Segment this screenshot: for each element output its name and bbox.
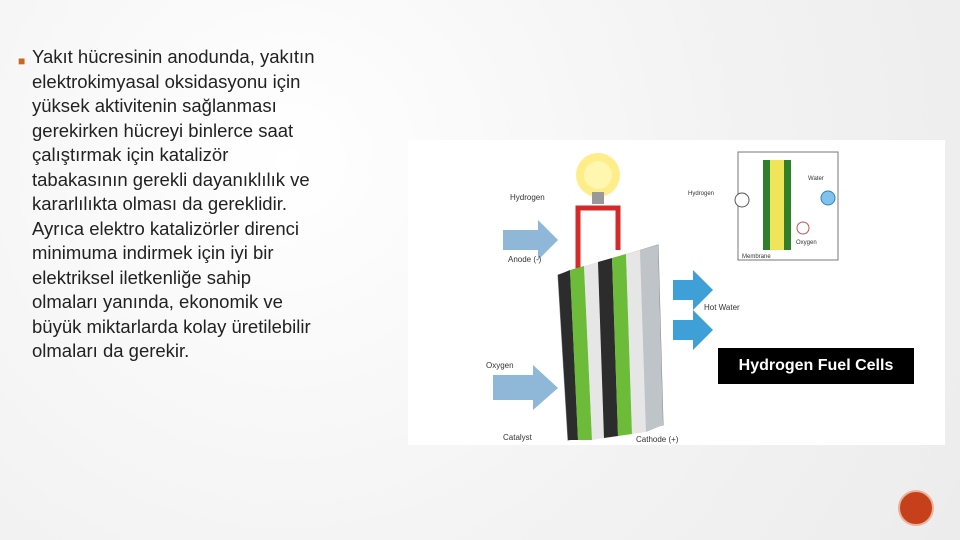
inset-label-hydrogen: Hydrogen bbox=[688, 191, 715, 197]
fuel-cell-diagram bbox=[408, 140, 945, 445]
slide-text-block bbox=[18, 45, 408, 364]
inset-label-oxygen: Oxygen bbox=[796, 240, 817, 246]
label-catalyst: Catalyst bbox=[503, 433, 532, 442]
label-hydrogen: Hydrogen bbox=[510, 193, 545, 202]
fuel-cell-illustration bbox=[408, 140, 945, 445]
figure-title: Hydrogen Fuel Cells bbox=[718, 348, 914, 384]
label-oxygen: Oxygen bbox=[486, 361, 514, 370]
square-bullet-icon: ■ bbox=[18, 54, 26, 68]
fuel-cell-stack bbox=[558, 245, 663, 440]
light-bulb-icon bbox=[576, 153, 620, 204]
label-cathode: Cathode (+) bbox=[636, 435, 679, 444]
membrane-inset bbox=[735, 152, 838, 260]
hydrogen-inlet-arrow-icon bbox=[503, 220, 558, 260]
inset-label-water: Water bbox=[808, 176, 824, 182]
label-hot-water: Hot Water bbox=[704, 303, 740, 312]
label-anode: Anode (-) bbox=[508, 255, 542, 264]
oxygen-inlet-arrow-icon bbox=[493, 365, 558, 410]
slide-paragraph: Yakıt hücresinin anodunda, yakıtın elektrokimyasal oksidasyonu için yüksek aktivitenin sağlanması gerekirken hücreyi binlerce saat çalıştırmak için katalizör tabakasının gerekli dayanıklılık ve kararlılıkta olması da gereklidir. Ayrıca elektro katalizörler direnci minimuma indirmek için iyi bir elektriksel iletkenliğe sahip olmaları yanında, ekonomik ve büyük miktarlarda kolay üretilebilir olmaları da gerekir. bbox=[32, 46, 315, 361]
slide-number-badge-icon bbox=[898, 490, 934, 526]
inset-label-membrane: Membrane bbox=[742, 254, 771, 260]
